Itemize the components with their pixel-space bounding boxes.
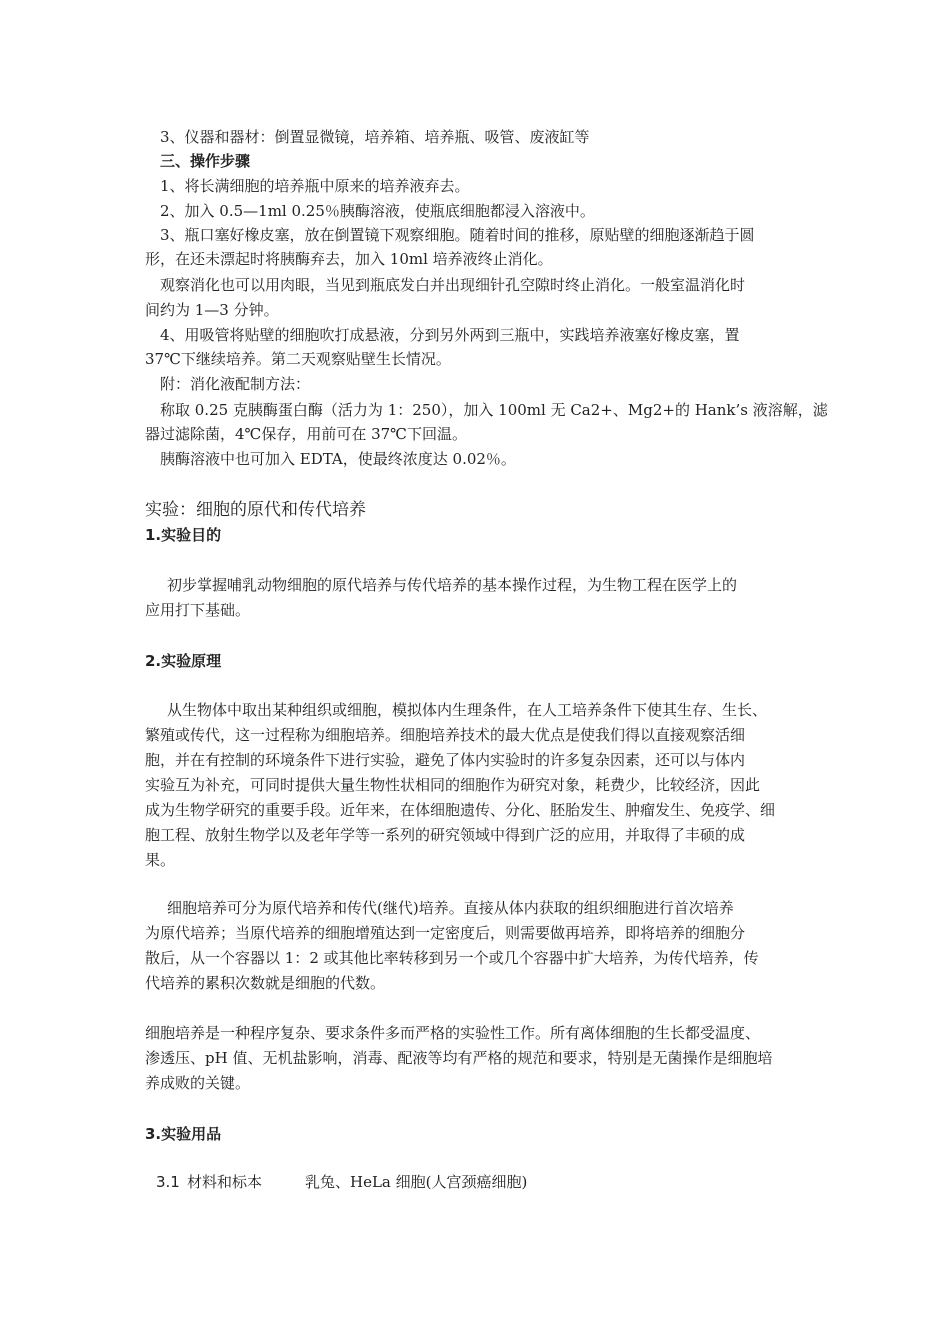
paragraph-line: 渗透压、pH 值、无机盐影响，消毒、配液等均有严格的规范和要求，特别是无菌操作是细胞培: [145, 1049, 773, 1067]
paragraph-line: 细胞培养是一种程序复杂、要求条件多而严格的实验性工作。所有离体细胞的生长都受温度、: [145, 1024, 761, 1042]
experiment-title: 实验：细胞的原代和传代培养: [145, 500, 366, 520]
paragraph-line: 实验互为补充，可同时提供大量生物性状相同的细胞作为研究对象，耗费少，比较经济，因此: [145, 776, 761, 794]
heading-principle: 2.实验原理: [145, 652, 222, 670]
subsection-number: 3.1: [156, 1173, 180, 1191]
section-heading: 三、操作步骤: [160, 152, 251, 170]
paragraph-line: 细胞培养可分为原代培养和传代(继代)培养。直接从体内获取的组织细胞进行首次培养: [167, 899, 734, 917]
paragraph-line: 代培养的累积次数就是细胞的代数。: [145, 974, 386, 992]
paragraph-line: 胞工程、放射生物学以及老年学等一系列的研究领域中得到广泛的应用，并取得了丰硕的成: [145, 826, 746, 844]
paragraph-line: 胞，并在有控制的环境条件下进行实验，避免了体内实验时的许多复杂因素，还可以与体内: [145, 751, 746, 769]
paragraph-line: 为原代培养；当原代培养的细胞增殖达到一定密度后，则需要做再培养，即将培养的细胞分: [145, 924, 746, 942]
paragraph-line: 繁殖或传代，这一过程称为细胞培养。细胞培养技术的最大优点是使我们得以直接观察活细: [145, 726, 746, 744]
text-line: 2、加入 0.5—1ml 0.25％胰酶溶液，使瓶底细胞都浸入溶液中。: [160, 202, 595, 220]
text-line: 间约为 1—3 分钟。: [145, 301, 279, 319]
paragraph-line: 从生物体中取出某种组织或细胞，模拟体内生理条件，在人工培养条件下使其生存、生长、: [167, 701, 768, 719]
heading-materials: 3.实验用品: [145, 1125, 222, 1143]
text-line: 4、用吸管将贴壁的细胞吹打成悬液，分到另外两到三瓶中，实践培养液塞好橡皮塞，置: [160, 326, 740, 344]
text-line: 3、瓶口塞好橡皮塞，放在倒置镜下观察细胞。随着时间的推移，原贴壁的细胞逐渐趋于圆: [160, 226, 755, 244]
text-line: 1、将长满细胞的培养瓶中原来的培养液弃去。: [160, 177, 470, 195]
text-line: 称取 0.25 克胰酶蛋白酶（活力为 1：250），加入 100ml 无 Ca2+、Mg2+的 Hank’s 液溶解，滤: [160, 401, 828, 419]
text-line: 37℃下继续培养。第二天观察贴壁生长情况。: [145, 350, 451, 368]
paragraph-line: 养成败的关键。: [145, 1074, 251, 1092]
paragraph-line: 果。: [145, 851, 176, 869]
text-line: 观察消化也可以用肉眼，当见到瓶底发白并出现细针孔空隙时终止消化。一般室温消化时: [160, 276, 746, 294]
text-line: 胰酶溶液中也可加入 EDTA，使最终浓度达 0.02％。: [160, 450, 516, 468]
text-line: 3、仪器和器材：倒置显微镜，培养箱、培养瓶、吸管、废液缸等: [160, 128, 590, 146]
subsection-label: 材料和标本: [187, 1173, 263, 1191]
text-line: 器过滤除菌，4℃保存，用前可在 37℃下回温。: [145, 425, 467, 443]
paragraph-line: 应用打下基础。: [145, 601, 251, 619]
paragraph-line: 散后，从一个容器以 1：2 或其他比率转移到另一个或几个容器中扩大培养，为传代培养，传: [145, 949, 759, 967]
paragraph-line: 初步掌握哺乳动物细胞的原代培养与传代培养的基本操作过程，为生物工程在医学上的: [167, 576, 738, 594]
text-line: 形，在还未漂起时将胰酶弃去，加入 10ml 培养液终止消化。: [145, 250, 553, 268]
heading-purpose: 1.实验目的: [145, 526, 222, 544]
paragraph-line: 成为生物学研究的重要手段。近年来，在体细胞遗传、分化、胚胎发生、肿瘤发生、免疫学、细: [145, 801, 776, 819]
subsection-value: 乳兔、HeLa 细胞(人宫颈癌细胞): [305, 1173, 528, 1191]
text-line: 附：消化液配制方法：: [160, 375, 311, 393]
